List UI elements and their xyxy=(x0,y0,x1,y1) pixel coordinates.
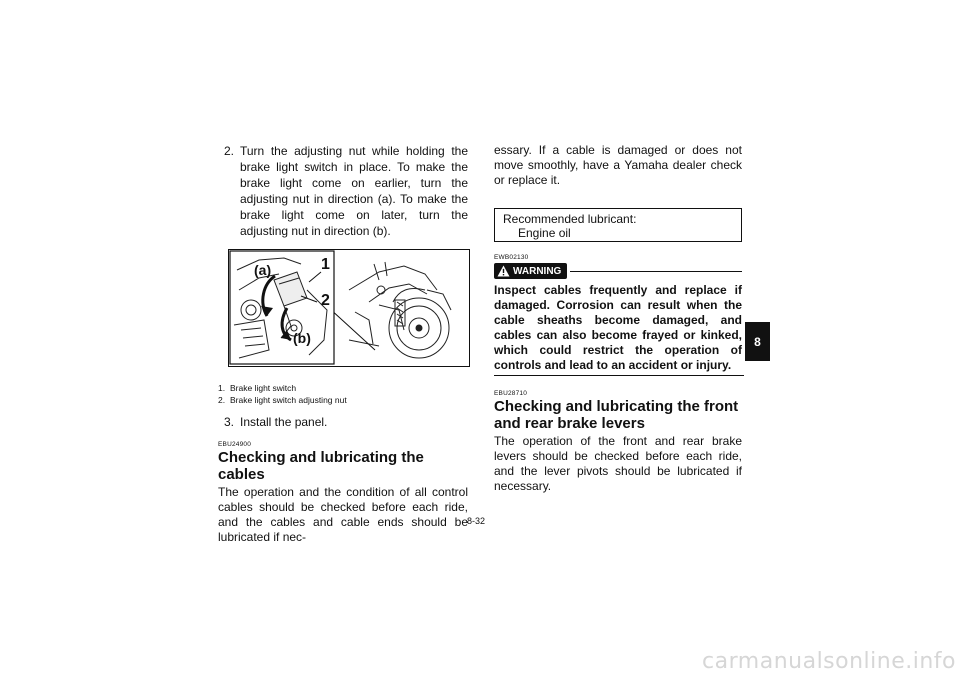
warning-rule xyxy=(570,271,742,272)
caption-text: Brake light switch xyxy=(230,383,297,393)
step-text: Turn the adjusting nut while holding the brake light switch in place. To make the brake light come on earlier, turn the adjusting nut in direction (a). To make the brake light come on later, turn the adjusting nut in direction (b). xyxy=(240,144,468,238)
caption-number: 2. xyxy=(218,395,226,405)
section-text: The operation of the front and rear brake levers should be checked before each ride, and the lever pivots should be lubricated if necessary. xyxy=(494,434,742,493)
right-column xyxy=(494,143,742,494)
watermark: carmanualsonline.info xyxy=(702,649,956,674)
warning-badge xyxy=(494,263,567,279)
warning-block xyxy=(494,254,742,376)
chapter-tab: 8 xyxy=(745,322,770,361)
step-2 xyxy=(218,143,468,239)
step-3 xyxy=(218,414,468,430)
step-number: 3. xyxy=(223,415,234,429)
lubricant-box xyxy=(494,208,742,242)
section-title: Checking and lubricating the front and rear brake levers xyxy=(494,398,739,432)
warning-label: WARNING xyxy=(513,265,562,277)
step-text: Install the panel. xyxy=(240,415,328,429)
caption-2 xyxy=(218,394,468,406)
warning-bottom-rule xyxy=(494,375,744,376)
section-code: EBU24900 xyxy=(218,441,252,448)
warning-text: Inspect cables frequently and replace if damaged. Corrosion can result when the cable sheaths become damaged, and cables can also become frayed or kinked, which could restrict the operation of controls and lead to an accident or injury. xyxy=(494,283,742,372)
caption-text: Brake light switch adjusting nut xyxy=(230,395,347,405)
label-a: (a) xyxy=(254,262,272,278)
warning-header xyxy=(494,263,742,279)
lubricant-value: Engine oil xyxy=(518,226,571,240)
caption-number: 1. xyxy=(218,383,226,393)
brake-switch-illustration xyxy=(228,249,470,367)
warning-code: EWB02130 xyxy=(494,254,529,261)
label-b: (b) xyxy=(293,330,311,346)
step-number: 2. xyxy=(223,144,234,158)
section-code: EBU28710 xyxy=(494,390,528,397)
label-2: 2 xyxy=(321,292,330,309)
left-column xyxy=(218,143,468,545)
page-number: 8-32 xyxy=(467,516,486,526)
caption-1 xyxy=(218,382,468,394)
section-title: Checking and lubricating the cables xyxy=(218,449,424,483)
lubricant-label: Recommended lubricant: xyxy=(503,212,637,226)
warning-triangle-icon xyxy=(497,265,510,277)
continued-text: essary. If a cable is damaged or does not move smoothly, have a Yamaha dealer check or replace it. xyxy=(494,143,742,187)
section-text: The operation and the condition of all control cables should be checked before each ride, and the cables and cable ends should be lubricated if nec- xyxy=(218,485,468,544)
label-1: 1 xyxy=(321,256,330,273)
figure-captions xyxy=(218,382,468,406)
